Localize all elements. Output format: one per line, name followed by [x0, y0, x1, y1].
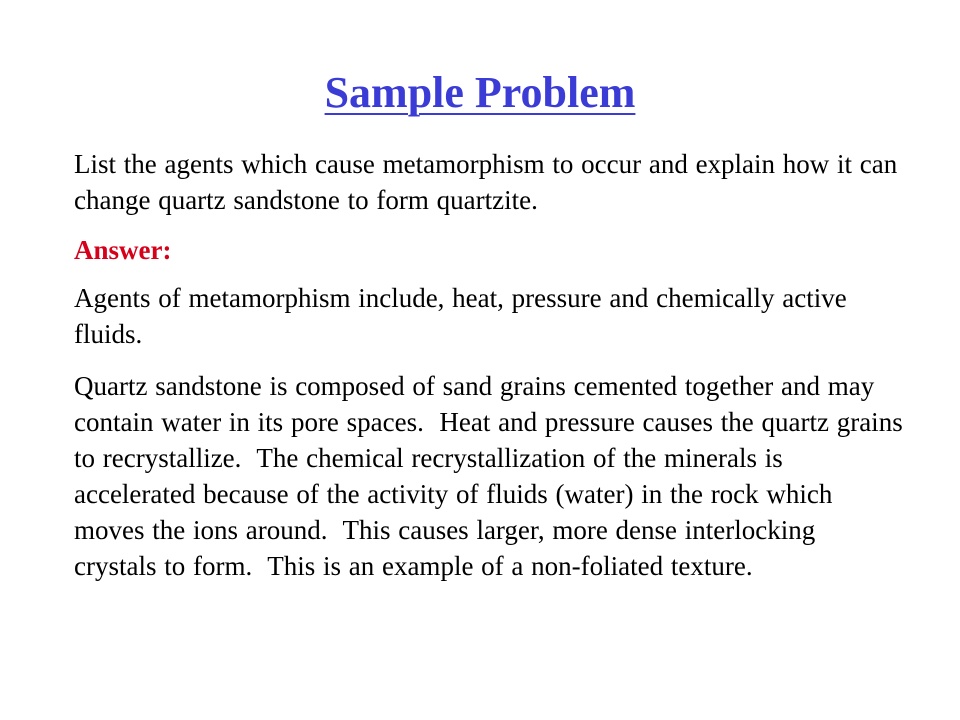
question-text: List the agents which cause metamorphism to occur and explain how it can change quartz sandstone to form quartzite.: [74, 149, 898, 215]
slide-title: [0, 68, 960, 119]
answer-paragraph-1: Agents of metamorphism include, heat, pressure and chemically active fluids.: [74, 283, 847, 349]
slide-title-text: Sample Problem: [324, 68, 636, 117]
answer-label: Answer:: [74, 235, 172, 265]
answer-paragraph-2: Quartz sandstone is composed of sand grains cemented together and may contain water in its pore spaces. Heat and pressure causes the quartz grains to recrystallize. The chemical recrystallization of the minerals is accelerated because of the activity of fluids (water) in the rock which moves the ions around. This causes larger, more dense interlocking crystals to form. This is an example of a non-foliated texture.: [74, 371, 911, 581]
slide-body: [74, 146, 911, 584]
